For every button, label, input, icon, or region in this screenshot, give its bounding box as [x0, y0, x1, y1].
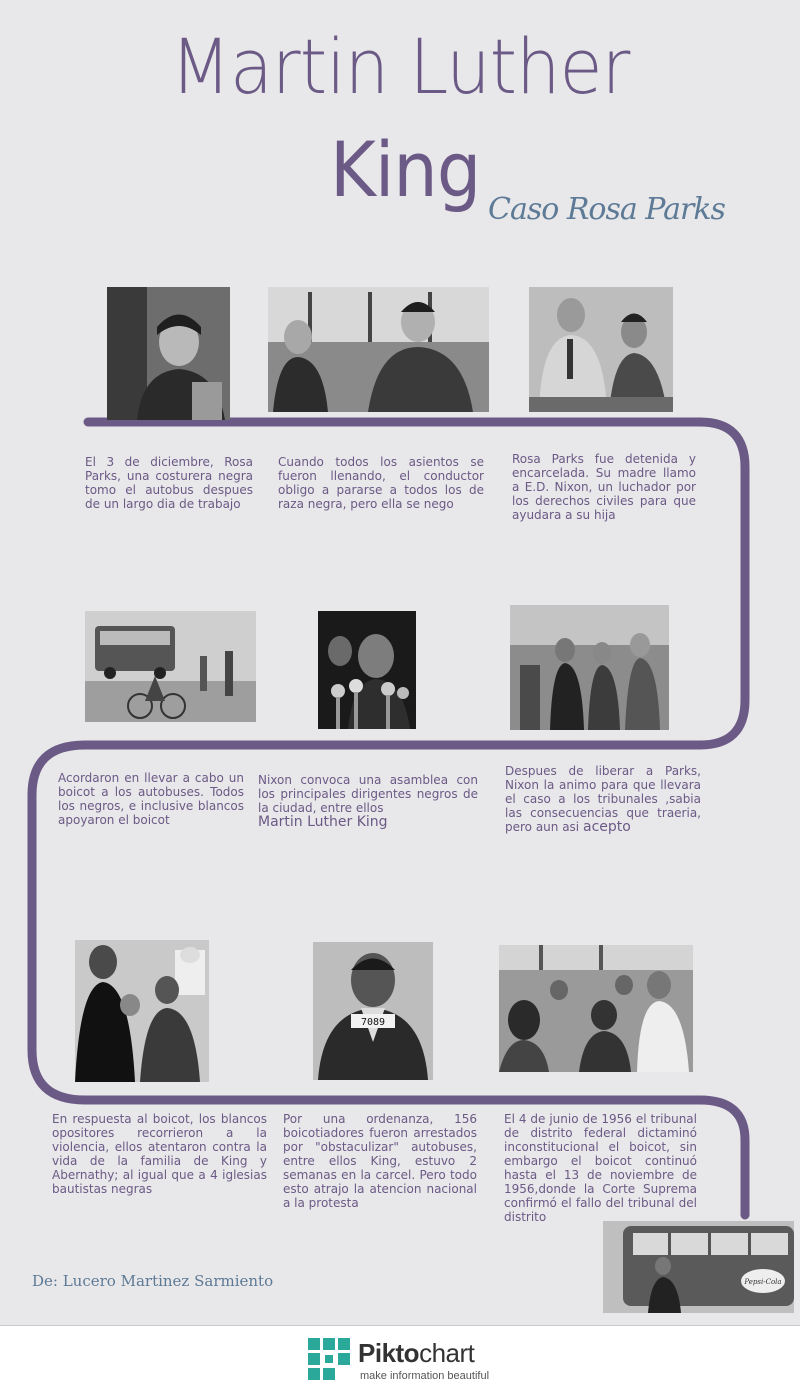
mugshot-number: 7089 [360, 1017, 386, 1028]
piktochart-tagline: make information beautiful [360, 1370, 490, 1382]
page-title-line-1: Martin Luther [170, 22, 630, 111]
caption-5-emphasis: Martin Luther King [258, 814, 388, 830]
caption-5 [258, 773, 478, 829]
author-credit: De: Lucero Martinez Sarmiento [32, 1272, 274, 1290]
footer [0, 1325, 800, 1398]
photo-mlk-mugshot [313, 942, 433, 1080]
page-title-line-2: King [330, 125, 481, 214]
piktochart-brand[interactable] [358, 1338, 474, 1369]
caption-8: Por una ordenanza, 156 boicotiadores fueron arrestados por "obstaculizar" autobuses, entre ellos King, estuvo 2 semanas en la carcel. Pero todo esto atrajo la atencion nacional a la protesta [283, 1112, 477, 1210]
caption-7: En respuesta al boicot, los blancos opositores recorrieron a la violencia, ellos atentaron contra la vida de la familia de King y Abernathy; al igual que a 4 iglesias bautistas negras [52, 1112, 267, 1196]
photo-boycott-street [85, 611, 256, 722]
caption-4: Acordaron en llevar a cabo un boicot a los autobuses. Todos los negros, e inclusive blancos apoyaron el boicot [58, 771, 244, 827]
caption-3: Rosa Parks fue detenida y encarcelada. Su madre llamo a E.D. Nixon, un luchador por los derechos civiles para que ayudara a su hija [512, 452, 696, 522]
caption-9: El 4 de junio de 1956 el tribunal de distrito federal dictaminó inconstitucional el boicot, sin embargo el boicot continuó hasta el 13 de noviembre de 1956,donde la Corte Suprema confirmó el fallo del tribunal del distrito [504, 1112, 697, 1224]
photo-rosa-parks-bus [268, 287, 489, 412]
photo-rosa-parks-portrait [107, 287, 230, 420]
page-subtitle: Caso Rosa Parks [488, 192, 725, 227]
caption-1: El 3 de diciembre, Rosa Parks, una costurera negra tomo el autobus despues de un largo dia de trabajo [85, 455, 253, 511]
brand-light: chart [419, 1338, 475, 1368]
photo-rosa-parks-fingerprinted [529, 287, 673, 412]
caption-5-text: Nixon convoca una asamblea con los principales dirigentes negros de la ciudad, entre ellos [258, 773, 478, 815]
caption-6-text: Despues de liberar a Parks, Nixon la animo para que llevara el caso a los tribunales ,sabia las consecuencias que traeria, pero aun asi [505, 764, 701, 834]
photo-king-family [75, 940, 209, 1082]
piktochart-logo-icon [308, 1338, 350, 1380]
brand-bold: Pikto [358, 1338, 420, 1368]
caption-2: Cuando todos los asientos se fueron llenando, el conductor obligo a pararse a todos los de raza negra, pero ella se nego [278, 455, 484, 511]
photo-mlk-microphones [318, 611, 416, 729]
bus-sign: Pepsi-Cola [744, 1278, 782, 1286]
caption-6-emphasis: acepto [582, 819, 631, 835]
caption-6 [505, 764, 701, 834]
photo-parks-courthouse [510, 605, 669, 730]
photo-final-bus [603, 1221, 794, 1313]
photo-integrated-bus [499, 945, 693, 1072]
